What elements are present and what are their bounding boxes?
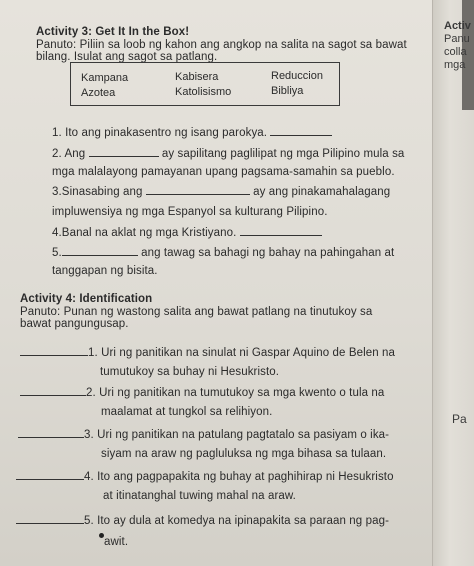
item-text: Uri ng panitikan na sinulat ni Gaspar Aquino de Belen na (101, 347, 396, 359)
word-choice: Bibliya (271, 85, 304, 97)
activity4-item (16, 514, 389, 527)
item-text: Ito ay dula at komedya na ipinapakita sa paraan ng pag- (97, 515, 390, 527)
activity3-item (52, 226, 322, 239)
activity3-item (52, 126, 332, 139)
item-text: tumutukoy sa buhay ni Hesukristo. (100, 366, 280, 378)
item-text: impluwensiya ng mga Espanyol sa kulturang Pilipino. (52, 206, 328, 218)
word-choice: Katolisismo (175, 86, 232, 98)
item-number: 3. (84, 429, 94, 441)
activity3-instruction: Panuto: Piliin sa loob ng kahon ang angkop na salita na sagot sa bawat (36, 39, 407, 51)
item-number: 5. (52, 247, 62, 259)
answer-blank[interactable] (20, 346, 88, 356)
answer-blank[interactable] (18, 428, 84, 438)
item-text: Ito ang pagpapakita ng buhay at paghihirap ni Hesukristo (97, 471, 394, 483)
answer-blank[interactable] (16, 514, 84, 524)
item-text: ay ang pinakamahalagang (253, 186, 391, 198)
item-text: Ito ang pinakasentro ng isang parokya. (65, 127, 268, 139)
activity3-instruction: bilang. Isulat ang sagot sa patlang. (36, 51, 218, 63)
side-page-text: Pa (452, 412, 467, 426)
answer-blank[interactable] (62, 246, 138, 256)
item-text: ang tawag sa bahagi ng bahay na pahingahan at (141, 247, 395, 259)
side-page-text: Panu (444, 33, 470, 45)
item-text: at itinatanghal tuwing mahal na araw. (103, 490, 296, 502)
item-text: awit. (104, 536, 129, 548)
activity4-item (18, 428, 389, 441)
item-number: 2. (52, 148, 62, 160)
answer-blank[interactable] (240, 226, 322, 236)
item-number: 2. (86, 387, 96, 399)
activity4-title: Activity 4: Identification (20, 293, 153, 305)
activity4-item (16, 470, 394, 483)
item-number: 4. (84, 471, 94, 483)
item-text: Banal na aklat ng mga Kristiyano. (61, 227, 237, 239)
item-text: Ang (64, 148, 86, 160)
side-page-text: mga (444, 59, 466, 71)
item-text: Uri ng panitikan na tumutukoy sa mga kwento o tula na (99, 387, 385, 399)
item-number: 5. (84, 515, 94, 527)
side-page-text: Activ (444, 20, 471, 32)
item-number: 1. (52, 127, 62, 139)
word-box (70, 62, 340, 106)
item-text: Sinasabing ang (61, 186, 143, 198)
activity3-title: Activity 3: Get It In the Box! (36, 26, 190, 38)
answer-blank[interactable] (89, 147, 159, 157)
item-text: maalamat at tungkol sa relihiyon. (101, 406, 273, 418)
answer-blank[interactable] (20, 386, 86, 396)
activity4-item (20, 386, 384, 399)
item-number: 1. (88, 347, 98, 359)
answer-blank[interactable] (146, 185, 250, 195)
item-number: 3. (52, 186, 62, 198)
activity4-instruction: bawat pangungusap. (20, 318, 129, 330)
activity3-item (52, 185, 390, 198)
activity4-item (20, 346, 395, 359)
side-page-text: colla (444, 46, 467, 58)
word-choice: Azotea (81, 87, 116, 99)
item-text: siyam na araw ng pagluluksa ng mga bihasa sa tulaan. (101, 448, 387, 460)
item-text: ay sapilitang paglilipat ng mga Pilipino mula sa (161, 148, 405, 160)
activity3-item (52, 147, 404, 160)
answer-blank[interactable] (270, 126, 332, 136)
word-choice: Kampana (81, 72, 129, 84)
item-text: mga malalayong pamayanan upang pagsama-samahin sa pueblo. (52, 166, 395, 178)
item-text: Uri ng panitikan na patulang pagtatalo sa pasiyam o ika- (97, 429, 390, 441)
item-text: tanggapan ng bisita. (52, 265, 158, 277)
answer-blank[interactable] (16, 470, 84, 480)
activity3-item (52, 246, 394, 259)
word-choice: Reduccion (271, 70, 323, 82)
word-choice: Kabisera (175, 71, 219, 83)
activity4-instruction: Panuto: Punan ng wastong salita ang bawat patlang na tinutukoy sa (20, 306, 373, 318)
pen-dot (99, 533, 104, 538)
item-number: 4. (52, 227, 62, 239)
